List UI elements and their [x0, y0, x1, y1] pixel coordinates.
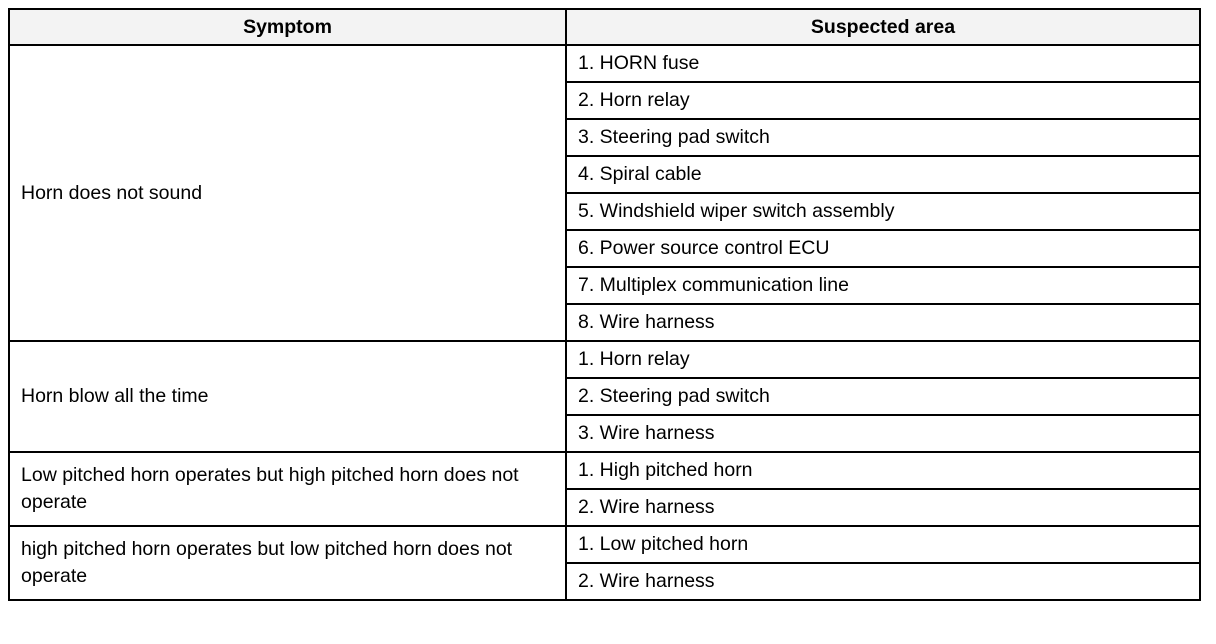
table-row [9, 341, 1200, 378]
suspected-area-cell: 2. Steering pad switch [566, 378, 1200, 415]
symptom-cell: Horn does not sound [9, 45, 566, 341]
symptom-column-header: Symptom [9, 9, 566, 45]
suspected-area-cell: 1. HORN fuse [566, 45, 1200, 82]
suspected-area-cell: 2. Horn relay [566, 82, 1200, 119]
suspected-area-cell: 1. Low pitched horn [566, 526, 1200, 563]
table-row [9, 526, 1200, 563]
symptom-cell: Horn blow all the time [9, 341, 566, 452]
suspected-area-cell: 7. Multiplex communication line [566, 267, 1200, 304]
suspected-area-cell: 3. Wire harness [566, 415, 1200, 452]
suspected-area-cell: 6. Power source control ECU [566, 230, 1200, 267]
suspected-area-cell: 3. Steering pad switch [566, 119, 1200, 156]
suspected-area-cell: 8. Wire harness [566, 304, 1200, 341]
suspected-area-cell: 1. High pitched horn [566, 452, 1200, 489]
suspected-area-cell: 1. Horn relay [566, 341, 1200, 378]
suspected-area-cell: 2. Wire harness [566, 563, 1200, 600]
table-row [9, 452, 1200, 489]
symptom-cell: Low pitched horn operates but high pitched horn does not operate [9, 452, 566, 526]
suspected-area-cell: 4. Spiral cable [566, 156, 1200, 193]
symptom-cell: high pitched horn operates but low pitched horn does not operate [9, 526, 566, 600]
problem-symptoms-table [8, 8, 1201, 601]
header-row [9, 9, 1200, 45]
table-row [9, 45, 1200, 82]
suspected-area-cell: 2. Wire harness [566, 489, 1200, 526]
suspected-area-cell: 5. Windshield wiper switch assembly [566, 193, 1200, 230]
suspected-area-column-header: Suspected area [566, 9, 1200, 45]
